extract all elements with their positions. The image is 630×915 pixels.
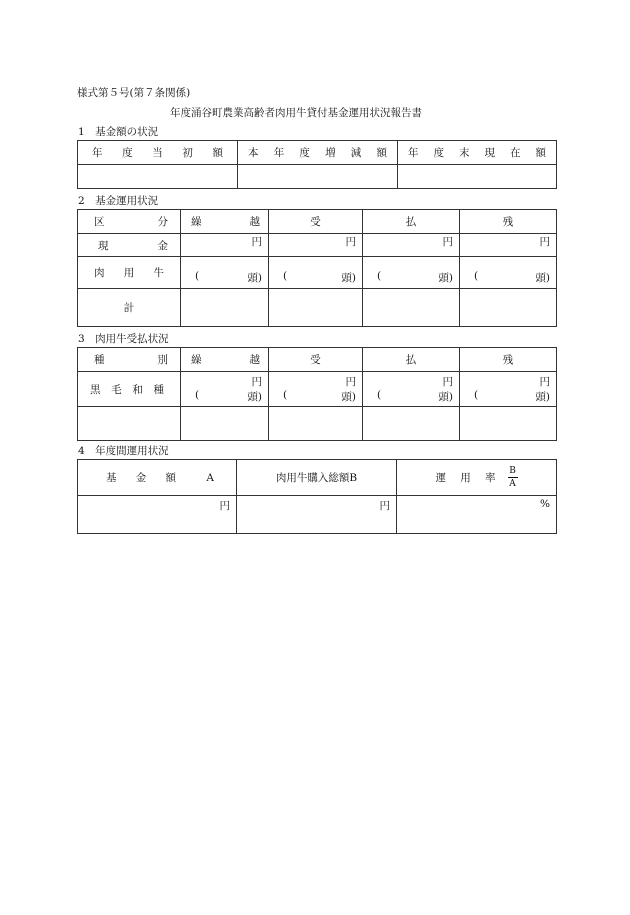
header-char: 当 bbox=[152, 147, 163, 159]
yen-unit: 円 bbox=[219, 500, 230, 512]
total-carryover-cell[interactable] bbox=[181, 289, 269, 327]
header-char: 別 bbox=[157, 354, 168, 366]
row-label-cash bbox=[78, 238, 180, 253]
head-unit: 頭) bbox=[341, 391, 356, 403]
section-2-heading: 2 基金運用状況 bbox=[78, 195, 159, 207]
cattle-received-cell[interactable] bbox=[269, 257, 363, 289]
header-char: 越 bbox=[249, 216, 260, 228]
head-unit: 頭) bbox=[438, 391, 453, 403]
header-char: 繰 bbox=[191, 216, 202, 228]
form-number: 様式第５号(第７条関係) bbox=[77, 87, 191, 99]
header-char: 末 bbox=[459, 147, 470, 159]
fund-amount-table bbox=[77, 140, 557, 189]
header-char: 額 bbox=[376, 147, 387, 159]
head-unit: 頭) bbox=[535, 391, 550, 403]
rate-fraction bbox=[508, 466, 518, 489]
blank-received-cell[interactable] bbox=[269, 407, 363, 441]
paren-open: ( bbox=[474, 389, 479, 401]
annual-operation-table bbox=[77, 459, 557, 534]
blank-paid-cell[interactable] bbox=[363, 407, 460, 441]
change-amount-cell[interactable] bbox=[238, 165, 398, 189]
blank-type-cell[interactable] bbox=[78, 407, 181, 441]
header-balance: 残 bbox=[460, 348, 557, 372]
header-paid: 払 bbox=[363, 348, 460, 372]
header-purchase-total: 肉用牛購入総額B bbox=[237, 460, 397, 496]
cattle-transfer-table bbox=[77, 347, 557, 441]
operation-rate-cell[interactable] bbox=[397, 496, 557, 534]
paren-open: ( bbox=[195, 389, 200, 401]
header-char: 初 bbox=[182, 147, 193, 159]
header-char: 増 bbox=[325, 147, 336, 159]
yen-unit: 円 bbox=[251, 376, 262, 388]
header-char: 区 bbox=[94, 216, 105, 228]
total-paid-cell[interactable] bbox=[363, 289, 460, 327]
cattle-balance-cell[interactable] bbox=[460, 257, 557, 289]
paren-open: ( bbox=[283, 270, 288, 282]
end-amount-cell[interactable] bbox=[398, 165, 557, 189]
cash-paid-cell[interactable] bbox=[363, 234, 460, 257]
head-unit: 頭) bbox=[438, 272, 453, 284]
yen-unit: 円 bbox=[442, 236, 453, 248]
yen-unit: 円 bbox=[379, 500, 390, 512]
header-char: 繰 bbox=[191, 354, 202, 366]
header-char: 減 bbox=[350, 147, 362, 159]
blank-balance-cell[interactable] bbox=[460, 407, 557, 441]
header-char: 額 bbox=[212, 147, 223, 159]
header-char: 率 bbox=[485, 472, 496, 484]
header-char: 牛 bbox=[153, 267, 164, 279]
header-char: 肉 bbox=[94, 267, 105, 279]
total-balance-cell[interactable] bbox=[460, 289, 557, 327]
cattle-paid-cell[interactable] bbox=[363, 257, 460, 289]
header-char: 年 bbox=[408, 147, 419, 159]
header-char: 在 bbox=[510, 147, 521, 159]
header-change-amount bbox=[238, 145, 397, 160]
fund-operation-table bbox=[77, 209, 557, 327]
yen-unit: 円 bbox=[345, 236, 356, 248]
header-received: 受 bbox=[269, 348, 363, 372]
header-paid: 払 bbox=[363, 210, 460, 234]
row-label-beef-cattle bbox=[78, 265, 180, 280]
header-type bbox=[78, 352, 180, 367]
header-char: 度 bbox=[122, 147, 133, 159]
header-char: 用 bbox=[460, 472, 471, 484]
cattle-carryover-cell[interactable] bbox=[181, 257, 269, 289]
black-received-cell[interactable] bbox=[269, 372, 363, 407]
total-received-cell[interactable] bbox=[269, 289, 363, 327]
yen-unit: 円 bbox=[442, 376, 453, 388]
fraction-bar bbox=[508, 477, 518, 478]
head-unit: 頭) bbox=[247, 391, 262, 403]
header-char: 年 bbox=[92, 147, 103, 159]
head-unit: 頭) bbox=[247, 272, 262, 284]
header-category bbox=[78, 214, 180, 229]
cash-carryover-cell[interactable] bbox=[181, 234, 269, 257]
paren-open: ( bbox=[377, 270, 382, 282]
black-carryover-cell[interactable] bbox=[181, 372, 269, 407]
paren-open: ( bbox=[195, 270, 200, 282]
paren-open: ( bbox=[377, 389, 382, 401]
header-initial-amount bbox=[78, 145, 237, 160]
header-received: 受 bbox=[269, 210, 363, 234]
purchase-total-cell[interactable] bbox=[237, 496, 397, 534]
header-char: 額 bbox=[165, 472, 176, 484]
fraction-denominator: A bbox=[509, 479, 516, 489]
header-char: 度 bbox=[433, 147, 444, 159]
head-unit: 頭) bbox=[341, 272, 356, 284]
document-title: 年度涌谷町農業高齢者肉用牛貸付基金運用状況報告書 bbox=[170, 107, 422, 119]
header-char: 額 bbox=[535, 147, 546, 159]
header-fund-amount bbox=[106, 470, 176, 485]
head-unit: 頭) bbox=[535, 272, 550, 284]
header-balance: 残 bbox=[460, 210, 557, 234]
header-char: 年 bbox=[273, 147, 285, 159]
header-char: 度 bbox=[299, 147, 310, 159]
header-carryover bbox=[181, 214, 268, 229]
percent-unit: % bbox=[540, 498, 550, 510]
yen-unit: 円 bbox=[345, 376, 356, 388]
paren-open: ( bbox=[474, 270, 479, 282]
section-1-heading: 1 基金額の状況 bbox=[78, 126, 159, 138]
header-char: 用 bbox=[123, 267, 135, 279]
row-label-total: 計 bbox=[78, 289, 181, 327]
header-end-amount bbox=[398, 145, 556, 160]
yen-unit: 円 bbox=[539, 236, 550, 248]
blank-carryover-cell[interactable] bbox=[181, 407, 269, 441]
header-char: 金 bbox=[157, 239, 168, 252]
yen-unit: 円 bbox=[251, 236, 262, 248]
header-char: 金 bbox=[135, 472, 147, 484]
header-char: 毛 bbox=[111, 383, 122, 396]
paren-open: ( bbox=[283, 389, 288, 401]
cash-balance-cell[interactable] bbox=[460, 234, 557, 257]
fraction-numerator: B bbox=[509, 466, 516, 476]
header-carryover bbox=[181, 352, 268, 367]
header-char: 越 bbox=[249, 354, 260, 366]
header-char: 和 bbox=[132, 383, 143, 396]
yen-unit: 円 bbox=[539, 376, 550, 388]
cash-received-cell[interactable] bbox=[269, 234, 363, 257]
header-char: 種 bbox=[153, 383, 164, 396]
header-char: 本 bbox=[248, 147, 259, 159]
header-char: 現 bbox=[98, 239, 109, 252]
header-operation-rate bbox=[436, 470, 496, 485]
fund-amount-cell[interactable] bbox=[78, 496, 237, 534]
header-char: 現 bbox=[484, 147, 495, 159]
row-label-japanese-black bbox=[78, 382, 180, 397]
section-4-heading: 4 年度間運用状況 bbox=[78, 445, 169, 457]
header-char: 運 bbox=[435, 472, 446, 484]
header-char: 分 bbox=[157, 216, 168, 228]
header-char: 基 bbox=[106, 472, 117, 484]
section-3-heading: 3 肉用牛受払状況 bbox=[78, 333, 169, 345]
header-char: 黒 bbox=[90, 383, 101, 396]
initial-amount-cell[interactable] bbox=[78, 165, 238, 189]
black-paid-cell[interactable] bbox=[363, 372, 460, 407]
fund-mark-a: A bbox=[206, 471, 214, 484]
black-balance-cell[interactable] bbox=[460, 372, 557, 407]
header-char: 種 bbox=[94, 354, 105, 366]
